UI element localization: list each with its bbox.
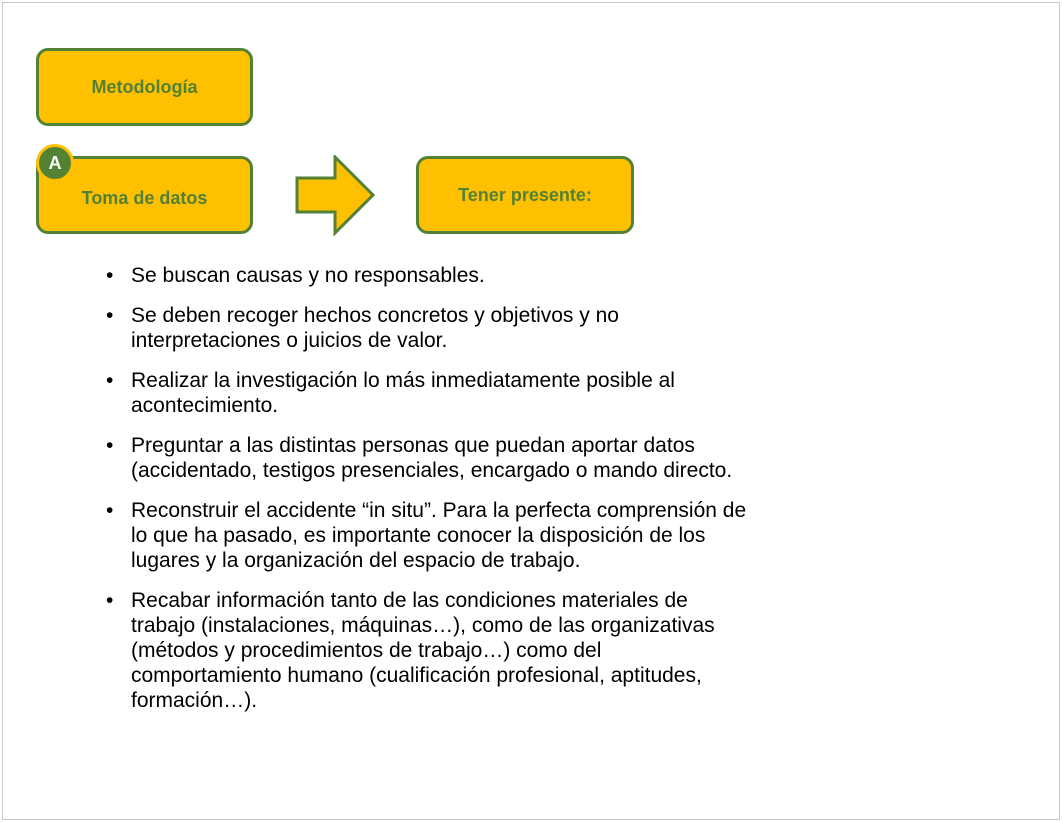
bullet-line: trabajo (instalaciones, máquinas…), como de las organizativas — [131, 614, 715, 637]
bullet-item — [103, 588, 746, 713]
bullet-item — [103, 263, 746, 288]
bullet-line: • Se deben recoger hechos concretos y objetivos y no — [131, 304, 619, 327]
bullet-line: acontecimiento. — [131, 394, 279, 417]
bullet-line: lugares y la organización del espacio de trabajo. — [131, 549, 581, 572]
step-badge-letter: A — [48, 152, 62, 173]
right-arrow-icon — [295, 155, 377, 237]
data-collection-label: Toma de datos — [81, 187, 208, 208]
bullet-line: comportamiento humano (cualificación profesional, aptitudes, — [131, 664, 702, 687]
step-badge — [36, 144, 74, 182]
bullet-item — [103, 303, 746, 353]
bullet-line: • Se buscan causas y no responsables. — [131, 264, 485, 287]
bullet-line: • Reconstruir el accidente “in situ”. Para la perfecta comprensión de — [131, 499, 747, 522]
keep-in-mind-label: Tener presente: — [458, 184, 592, 205]
slide — [2, 2, 1060, 820]
bullet-item — [103, 498, 746, 573]
bullet-line: • Realizar la investigación lo más inmediatamente posible al — [131, 369, 675, 392]
bullet-line: • Preguntar a las distintas personas que puedan aportar datos — [131, 434, 695, 457]
bullet-line: (accidentado, testigos presenciales, encargado o mando directo. — [131, 459, 733, 482]
bullet-line: lo que ha pasado, es importante conocer la disposición de los — [131, 524, 706, 547]
bullet-line: formación…). — [131, 689, 258, 712]
bullet-line: • Recabar información tanto de las condiciones materiales de — [131, 589, 688, 612]
bullet-item — [103, 368, 746, 418]
bullet-line: interpretaciones o juicios de valor. — [131, 329, 448, 352]
methodology-label: Metodología — [91, 76, 198, 97]
methodology-box — [36, 48, 253, 126]
bullet-item — [103, 433, 746, 483]
bullet-list — [103, 263, 746, 728]
keep-in-mind-box — [416, 156, 634, 234]
bullet-line: (métodos y procedimientos de trabajo…) como del — [131, 639, 602, 662]
